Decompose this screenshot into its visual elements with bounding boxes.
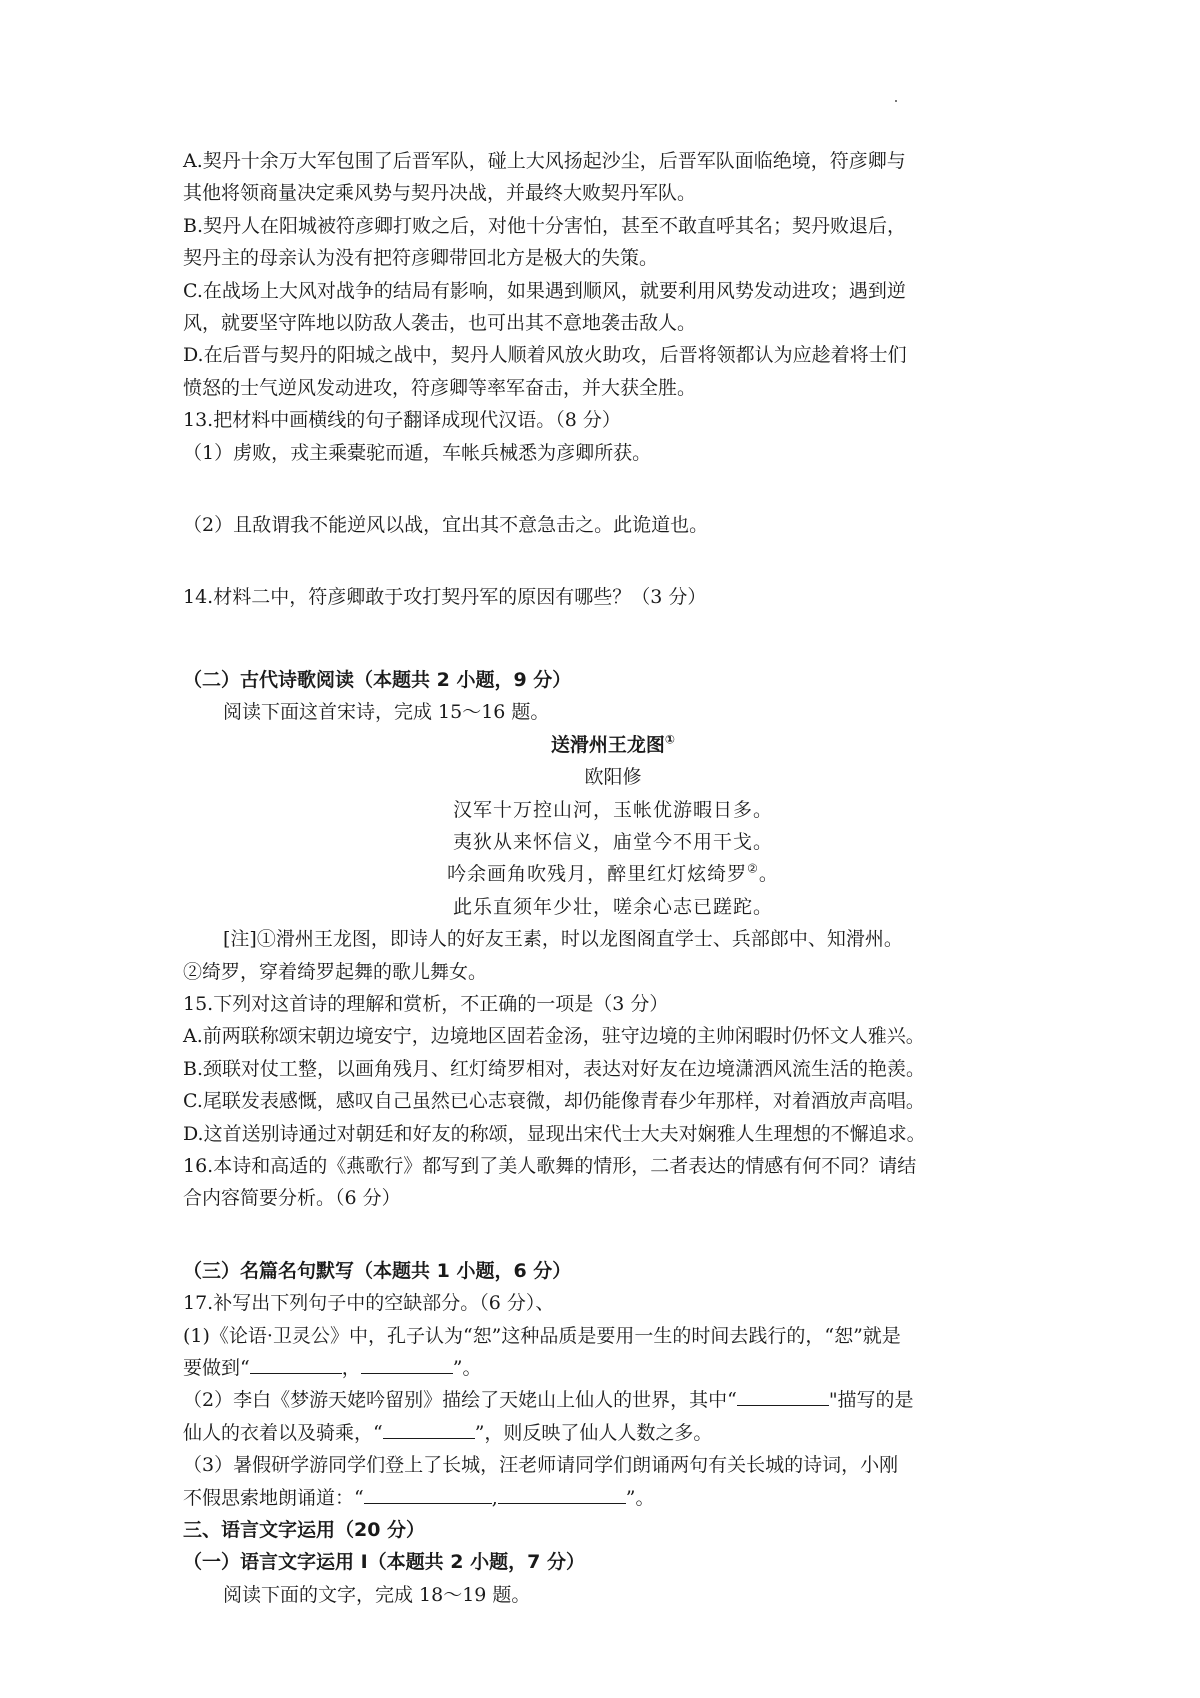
q12-option-c-line1: C.在战场上大风对战争的结局有影响，如果遇到顺风，就要利用风势发动进攻；遇到逆 <box>183 279 906 302</box>
q12-option-d-line1: D.在后晋与契丹的阳城之战中，契丹人顺着风放火助攻，后晋将领都认为应趁着将士们 <box>183 344 907 367</box>
fill-blank[interactable] <box>364 1485 492 1504</box>
q12-option-a-line1: A.契丹十余万大军包围了后晋军队，碰上大风扬起沙尘，后晋军队面临绝境，符彦卿与 <box>183 150 906 172</box>
q16-stem-line2: 合内容简要分析。（6 分） <box>183 1187 401 1210</box>
q17-item1-line2 <box>183 1352 1043 1384</box>
q17-item2-prefix: （2）李白《梦游天姥吟留别》描绘了天姥山上仙人的世界，其中“ <box>183 1389 737 1412</box>
q17-item2-line1 <box>183 1384 1043 1416</box>
q15-stem: 15.下列对这首诗的理解和赏析，不正确的一项是（3 分） <box>183 992 669 1015</box>
poem-line-4: 此乐直须年少壮，嗟余心志已蹉跎。 <box>452 895 773 918</box>
poem-line-3 <box>183 858 1043 890</box>
q15-option-a: A.前两联称颂宋朝边境安宁，边境地区固若金汤，驻守边境的主帅闲暇时仍怀文人雅兴。 <box>183 1025 925 1048</box>
q12-option-d-line2: 愤怒的士气逆风发动进攻，符彦卿等率军奋击，并大获全胜。 <box>183 376 697 399</box>
page-content <box>183 145 1043 1611</box>
q13-sentence-1: （1）虏败，戎主乘橐驼而遁，车帐兵械悉为彦卿所获。 <box>183 441 652 464</box>
q17-item3-prefix: 不假思索地朗诵道：“ <box>183 1486 364 1509</box>
answer-space <box>183 541 1043 581</box>
poem-line-3-text: 吟余画角吹残月，醉里红灯炫绮罗 <box>447 863 748 886</box>
fill-blank[interactable] <box>383 1420 475 1439</box>
q14-stem: 14.材料二中，符彦卿敢于攻打契丹军的原因有哪些？（3 分） <box>183 586 707 609</box>
poem-line-3-note-mark: ② <box>747 861 759 876</box>
q15-option-c: C.尾联发表感慨，感叹自己虽然已心志衰微，却仍能像青春少年那样，对着酒放声高唱。 <box>183 1090 925 1113</box>
poem-line-3-end: 。 <box>758 863 779 886</box>
q17-item3-comma: , <box>491 1486 498 1509</box>
q17-item1-line1: (1)《论语·卫灵公》中，孔子认为“恕”这种品质是要用一生的时间去践行的，“恕”就是 <box>183 1324 901 1347</box>
q17-item1-prefix: 要做到“ <box>183 1357 250 1379</box>
poem-author: 欧阳修 <box>584 766 642 789</box>
fill-blank[interactable] <box>737 1387 829 1406</box>
q12-option-b-line2: 契丹主的母亲认为没有把符彦卿带回北方是极大的失策。 <box>183 247 659 270</box>
q12-option-c-line2: 风，就要坚守阵地以防敌人袭击，也可出其不意地袭击敌人。 <box>183 312 697 335</box>
section2-intro: 阅读下面这首宋诗，完成 15～16 题。 <box>223 701 550 724</box>
q17-item2-suffix: "描写的是 <box>828 1389 914 1412</box>
poem-line-1: 汉军十万控山河，玉帐优游暇日多。 <box>452 798 773 821</box>
scan-speck <box>895 100 897 102</box>
fill-blank[interactable] <box>498 1485 626 1504</box>
answer-space <box>183 614 1043 664</box>
section2-heading: （二）古代诗歌阅读（本题共 2 小题，9 分） <box>183 668 572 691</box>
q17-stem: 17.补写出下列句子中的空缺部分。（6 分）、 <box>183 1292 555 1315</box>
answer-space <box>183 469 1043 509</box>
q17-item2-prefix-2: 仙人的衣着以及骑乘，“ <box>183 1421 383 1444</box>
q13-stem: 13.把材料中画横线的句子翻译成现代汉语。（8 分） <box>183 409 621 432</box>
q17-item3-line2 <box>183 1482 1043 1514</box>
q16-stem-line1: 16.本诗和高适的《燕歌行》都写到了美人歌舞的情形，二者表达的情感有何不同？请结 <box>183 1154 917 1177</box>
q17-item1-comma: ， <box>341 1357 361 1379</box>
answer-space <box>183 1215 1043 1255</box>
q15-option-b: B.颈联对仗工整，以画角残月、红灯绮罗相对，表达对好友在边境潇洒风流生活的艳羡。 <box>183 1057 926 1080</box>
q17-item1-suffix: ”。 <box>452 1357 482 1379</box>
poem-title-note-mark: ① <box>664 732 676 747</box>
q17-item2-suffix-2: ”，则反映了仙人人数之多。 <box>474 1421 713 1444</box>
fill-blank[interactable] <box>250 1355 342 1374</box>
poem-title <box>183 729 1043 761</box>
poem-note-1: [注]①滑州王龙图，即诗人的好友王素，时以龙图阁直学士、兵部郎中、知滑州。 <box>223 928 903 951</box>
poem-title-text: 送滑州王龙图 <box>550 733 665 756</box>
part3-sub-heading: （一）语言文字运用 I（本题共 2 小题，7 分） <box>183 1551 585 1574</box>
q13-sentence-2: （2）且敌谓我不能逆风以战，宜出其不意急击之。此诡道也。 <box>183 514 709 537</box>
part3-heading: 三、语言文字运用（20 分） <box>183 1519 426 1542</box>
poem-note-2: ②绮罗，穿着绮罗起舞的歌儿舞女。 <box>183 960 488 983</box>
section3-heading: （三）名篇名句默写（本题共 1 小题，6 分） <box>183 1259 572 1282</box>
q17-item3-suffix: ”。 <box>625 1486 655 1509</box>
q17-item2-line2 <box>183 1417 1043 1449</box>
q15-option-d: D.这首送别诗通过对朝廷和好友的称颂，显现出宋代士大夫对娴雅人生理想的不懈追求。 <box>183 1122 926 1145</box>
q12-option-b-line1: B.契丹人在阳城被符彦卿打败之后，对他十分害怕，甚至不敢直呼其名；契丹败退后， <box>183 214 907 237</box>
q17-item3-line1: （3）暑假研学游同学们登上了长城，汪老师请同学们朗诵两句有关长城的诗词，小刚 <box>183 1454 899 1477</box>
poem-line-2: 夷狄从来怀信义，庙堂今不用干戈。 <box>452 830 773 853</box>
part3-intro: 阅读下面的文字，完成 18～19 题。 <box>223 1583 531 1606</box>
fill-blank[interactable] <box>361 1355 453 1374</box>
q12-option-a-line2: 其他将领商量决定乘风势与契丹决战，并最终大败契丹军队。 <box>183 182 697 205</box>
